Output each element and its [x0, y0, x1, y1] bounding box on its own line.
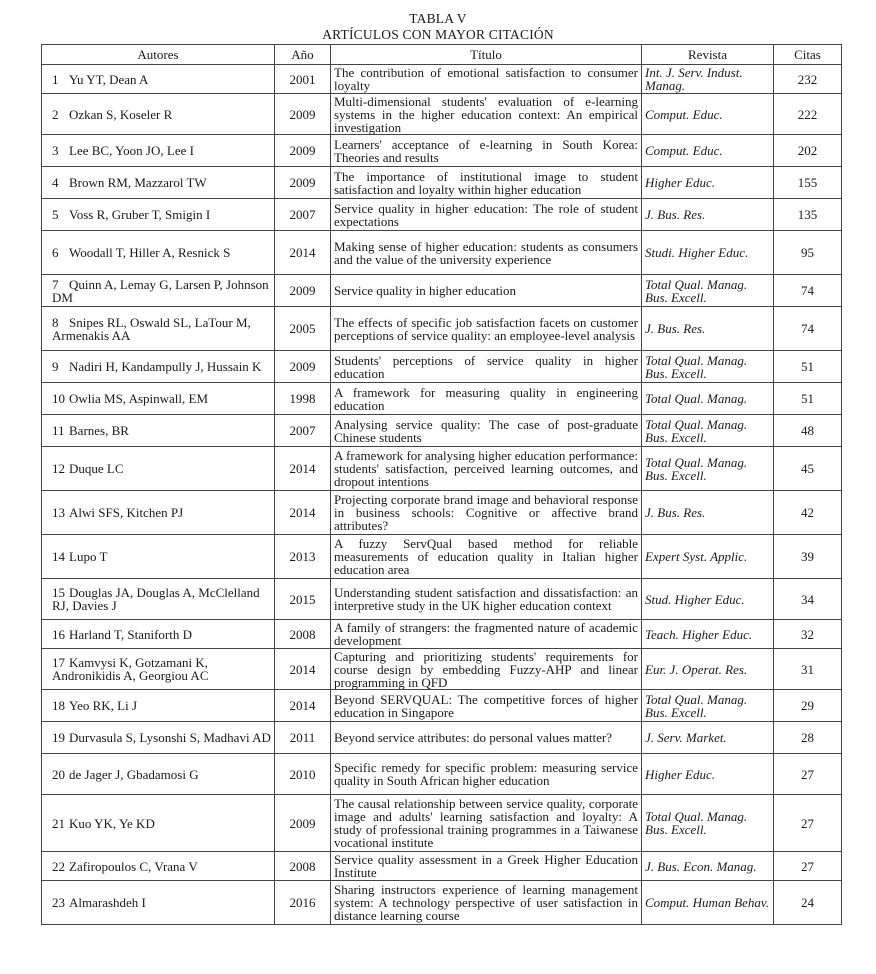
- authors-text: Barnes, BR: [69, 423, 129, 438]
- table-row: [42, 383, 842, 415]
- table-title: ARTÍCULOS CON MAYOR CITACIÓN: [322, 27, 554, 42]
- cell-authors: [42, 415, 275, 447]
- authors-text: Lupo T: [69, 549, 108, 564]
- table-row: [42, 415, 842, 447]
- table-row: [42, 754, 842, 795]
- cell-journal: Total Qual. Manag. Bus. Excell.: [642, 795, 774, 852]
- row-number: 1: [52, 71, 59, 87]
- table-body: [42, 65, 842, 925]
- cell-title: Analysing service quality: The case of post-graduate Chinese students: [331, 415, 642, 447]
- cell-authors: [42, 579, 275, 620]
- row-number: 7: [52, 276, 59, 292]
- cell-year: 2009: [275, 167, 331, 199]
- row-number: 10: [52, 391, 65, 406]
- cell-year: 2001: [275, 65, 331, 94]
- cell-title: Service quality in higher education: The role of student expectations: [331, 199, 642, 231]
- cell-authors: [42, 795, 275, 852]
- table-label: TABLA V: [409, 11, 467, 26]
- row-number: 15: [52, 585, 65, 600]
- cell-journal: Int. J. Serv. Indust. Manag.: [642, 65, 774, 94]
- cell-year: 2009: [275, 795, 331, 852]
- cell-cites: 42: [774, 491, 842, 535]
- cell-authors: [42, 447, 275, 491]
- authors-text: Snipes RL, Oswald SL, LaTour M, Armenakis AA: [52, 314, 251, 343]
- cell-year: 2009: [275, 275, 331, 307]
- table-row: [42, 722, 842, 754]
- cell-journal: J. Bus. Res.: [642, 307, 774, 351]
- cell-title: Beyond service attributes: do personal values matter?: [331, 722, 642, 754]
- cell-authors: [42, 199, 275, 231]
- cell-authors: [42, 852, 275, 881]
- cell-title: Beyond SERVQUAL: The competitive forces of higher education in Singapore: [331, 690, 642, 722]
- cell-journal: J. Bus. Res.: [642, 199, 774, 231]
- cell-year: 2005: [275, 307, 331, 351]
- cell-cites: 27: [774, 754, 842, 795]
- citations-table: [41, 44, 842, 925]
- table-row: [42, 690, 842, 722]
- cell-authors: [42, 491, 275, 535]
- cell-cites: 28: [774, 722, 842, 754]
- cell-journal: J. Bus. Res.: [642, 491, 774, 535]
- cell-authors: [42, 351, 275, 383]
- row-number: 2: [52, 106, 59, 122]
- header-titulo: Título: [331, 45, 642, 65]
- cell-journal: Stud. Higher Educ.: [642, 579, 774, 620]
- cell-cites: 74: [774, 275, 842, 307]
- row-number: 3: [52, 143, 59, 158]
- cell-journal: Total Qual. Manag. Bus. Excell.: [642, 415, 774, 447]
- table-row: [42, 620, 842, 649]
- header-revista: Revista: [642, 45, 774, 65]
- cell-title: Projecting corporate brand image and behavioral response in business schools: Cognitive or affective brand attributes?: [331, 491, 642, 535]
- cell-journal: Expert Syst. Applic.: [642, 535, 774, 579]
- table-row: [42, 535, 842, 579]
- cell-journal: Comput. Educ.: [642, 135, 774, 167]
- cell-title: A framework for measuring quality in engineering education: [331, 383, 642, 415]
- cell-title: The importance of institutional image to student satisfaction and loyalty within higher education: [331, 167, 642, 199]
- table-row: [42, 649, 842, 690]
- row-number: 6: [52, 245, 59, 260]
- cell-authors: [42, 94, 275, 135]
- table-row: [42, 199, 842, 231]
- cell-title: A fuzzy ServQual based method for reliable measurements of education quality in Italian higher education area: [331, 535, 642, 579]
- authors-text: Kuo YK, Ye KD: [69, 815, 155, 831]
- cell-title: Specific remedy for specific problem: measuring service quality in South African higher education: [331, 754, 642, 795]
- row-number: 16: [52, 626, 65, 642]
- table-row: [42, 307, 842, 351]
- row-number: 12: [52, 461, 65, 476]
- cell-cites: 27: [774, 852, 842, 881]
- cell-title: Service quality assessment in a Greek Higher Education Institute: [331, 852, 642, 881]
- cell-journal: Comput. Human Behav.: [642, 881, 774, 925]
- row-number: 8: [52, 314, 59, 330]
- table-row: [42, 351, 842, 383]
- cell-cites: 51: [774, 383, 842, 415]
- row-number: 18: [52, 698, 65, 713]
- cell-title: A family of strangers: the fragmented nature of academic development: [331, 620, 642, 649]
- cell-cites: 232: [774, 65, 842, 94]
- row-number: 14: [52, 549, 65, 564]
- authors-text: Durvasula S, Lysonshi S, Madhavi AD: [69, 730, 271, 745]
- cell-year: 2014: [275, 649, 331, 690]
- cell-authors: [42, 167, 275, 199]
- cell-year: 2009: [275, 94, 331, 135]
- cell-journal: Teach. Higher Educ.: [642, 620, 774, 649]
- cell-year: 2014: [275, 491, 331, 535]
- cell-year: 2009: [275, 351, 331, 383]
- authors-text: Kamvysi K, Gotzamani K, Andronikidis A, Georgiou AC: [52, 655, 209, 683]
- cell-cites: 24: [774, 881, 842, 925]
- cell-year: 2008: [275, 620, 331, 649]
- table-row: [42, 135, 842, 167]
- cell-cites: 135: [774, 199, 842, 231]
- header-row: [42, 45, 842, 65]
- cell-title: The contribution of emotional satisfaction to consumer loyalty: [331, 65, 642, 94]
- cell-cites: 48: [774, 415, 842, 447]
- cell-authors: [42, 881, 275, 925]
- cell-title: The causal relationship between service quality, corporate image and adults' learning satisfaction and loyalty: A study of professional training programmes in a Taiwanese vocational institute: [331, 795, 642, 852]
- cell-authors: [42, 135, 275, 167]
- cell-title: Making sense of higher education: students as consumers and the value of the university experience: [331, 231, 642, 275]
- cell-authors: [42, 535, 275, 579]
- cell-authors: [42, 275, 275, 307]
- header-autores: Autores: [42, 45, 275, 65]
- row-number: 13: [52, 505, 65, 520]
- cell-title: Students' perceptions of service quality in higher education: [331, 351, 642, 383]
- cell-journal: Studi. Higher Educ.: [642, 231, 774, 275]
- authors-text: Duque LC: [69, 461, 124, 476]
- cell-year: 2007: [275, 199, 331, 231]
- cell-title: Multi-dimensional students' evaluation of e-learning systems in the higher education context: An empirical investigation: [331, 94, 642, 135]
- authors-text: Almarashdeh I: [69, 895, 146, 910]
- authors-text: Woodall T, Hiller A, Resnick S: [69, 245, 231, 260]
- cell-year: 2010: [275, 754, 331, 795]
- cell-year: 2015: [275, 579, 331, 620]
- authors-text: de Jager J, Gbadamosi G: [69, 766, 199, 782]
- cell-cites: 45: [774, 447, 842, 491]
- cell-year: 1998: [275, 383, 331, 415]
- cell-authors: [42, 722, 275, 754]
- cell-cites: 29: [774, 690, 842, 722]
- cell-cites: 95: [774, 231, 842, 275]
- cell-authors: [42, 65, 275, 94]
- authors-text: Nadiri H, Kandampully J, Hussain K: [69, 359, 262, 374]
- cell-journal: J. Serv. Market.: [642, 722, 774, 754]
- authors-text: Harland T, Staniforth D: [69, 626, 192, 642]
- cell-authors: [42, 620, 275, 649]
- row-number: 4: [52, 175, 59, 190]
- header-ano: Año: [275, 45, 331, 65]
- cell-year: 2008: [275, 852, 331, 881]
- cell-cites: 202: [774, 135, 842, 167]
- cell-journal: Eur. J. Operat. Res.: [642, 649, 774, 690]
- cell-year: 2016: [275, 881, 331, 925]
- cell-authors: [42, 649, 275, 690]
- cell-title: A framework for analysing higher education performance: students' satisfaction, perceived learning outcomes, and dropout intentions: [331, 447, 642, 491]
- row-number: 20: [52, 766, 65, 782]
- cell-authors: [42, 231, 275, 275]
- cell-year: 2011: [275, 722, 331, 754]
- cell-cites: 27: [774, 795, 842, 852]
- cell-journal: Total Qual. Manag.: [642, 383, 774, 415]
- cell-cites: 32: [774, 620, 842, 649]
- table-row: [42, 65, 842, 94]
- authors-text: Alwi SFS, Kitchen PJ: [69, 505, 184, 520]
- cell-title: Service quality in higher education: [331, 275, 642, 307]
- cell-authors: [42, 307, 275, 351]
- cell-journal: Total Qual. Manag. Bus. Excell.: [642, 275, 774, 307]
- cell-journal: Total Qual. Manag. Bus. Excell.: [642, 447, 774, 491]
- table-row: [42, 275, 842, 307]
- cell-cites: 34: [774, 579, 842, 620]
- authors-text: Owlia MS, Aspinwall, EM: [69, 391, 209, 406]
- cell-journal: Comput. Educ.: [642, 94, 774, 135]
- row-number: 21: [52, 815, 65, 831]
- table-row: [42, 579, 842, 620]
- cell-cites: 155: [774, 167, 842, 199]
- cell-cites: 222: [774, 94, 842, 135]
- row-number: 17: [52, 655, 65, 670]
- cell-cites: 51: [774, 351, 842, 383]
- row-number: 11: [52, 423, 65, 438]
- cell-year: 2009: [275, 135, 331, 167]
- header-citas: Citas: [774, 45, 842, 65]
- table-row: [42, 881, 842, 925]
- row-number: 22: [52, 858, 65, 874]
- cell-cites: 74: [774, 307, 842, 351]
- authors-text: Brown RM, Mazzarol TW: [69, 175, 207, 190]
- authors-text: Douglas JA, Douglas A, McClelland RJ, Davies J: [52, 585, 260, 613]
- cell-authors: [42, 690, 275, 722]
- row-number: 5: [52, 207, 59, 222]
- cell-authors: [42, 754, 275, 795]
- cell-title: The effects of specific job satisfaction facets on customer perceptions of service quality: an employee-level analysis: [331, 307, 642, 351]
- table-row: [42, 795, 842, 852]
- cell-cites: 39: [774, 535, 842, 579]
- row-number: 23: [52, 895, 65, 910]
- authors-text: Zafiropoulos C, Vrana V: [69, 858, 198, 874]
- cell-title: Understanding student satisfaction and dissatisfaction: an interpretive study in the UK higher education context: [331, 579, 642, 620]
- cell-year: 2007: [275, 415, 331, 447]
- cell-journal: Higher Educ.: [642, 754, 774, 795]
- row-number: 9: [52, 359, 59, 374]
- cell-journal: J. Bus. Econ. Manag.: [642, 852, 774, 881]
- table-row: [42, 167, 842, 199]
- table-row: [42, 447, 842, 491]
- authors-text: Lee BC, Yoon JO, Lee I: [69, 143, 194, 158]
- cell-authors: [42, 383, 275, 415]
- cell-journal: Total Qual. Manag. Bus. Excell.: [642, 690, 774, 722]
- cell-journal: Higher Educ.: [642, 167, 774, 199]
- cell-year: 2013: [275, 535, 331, 579]
- authors-text: Quinn A, Lemay G, Larsen P, Johnson DM: [52, 276, 269, 305]
- authors-text: Yu YT, Dean A: [69, 71, 149, 87]
- table-row: [42, 231, 842, 275]
- cell-cites: 31: [774, 649, 842, 690]
- cell-title: Capturing and prioritizing students' requirements for course design by embedding Fuzzy-AHP and linear programming in QFD: [331, 649, 642, 690]
- table-row: [42, 852, 842, 881]
- cell-title: Learners' acceptance of e-learning in South Korea: Theories and results: [331, 135, 642, 167]
- table-row: [42, 94, 842, 135]
- cell-year: 2014: [275, 690, 331, 722]
- cell-year: 2014: [275, 447, 331, 491]
- authors-text: Voss R, Gruber T, Smigin I: [69, 207, 211, 222]
- authors-text: Yeo RK, Li J: [69, 698, 138, 713]
- authors-text: Ozkan S, Koseler R: [69, 106, 173, 122]
- row-number: 19: [52, 730, 65, 745]
- cell-journal: Total Qual. Manag. Bus. Excell.: [642, 351, 774, 383]
- table-row: [42, 491, 842, 535]
- cell-year: 2014: [275, 231, 331, 275]
- cell-title: Sharing instructors experience of learning management system: A technology perspective of user satisfaction in distance learning course: [331, 881, 642, 925]
